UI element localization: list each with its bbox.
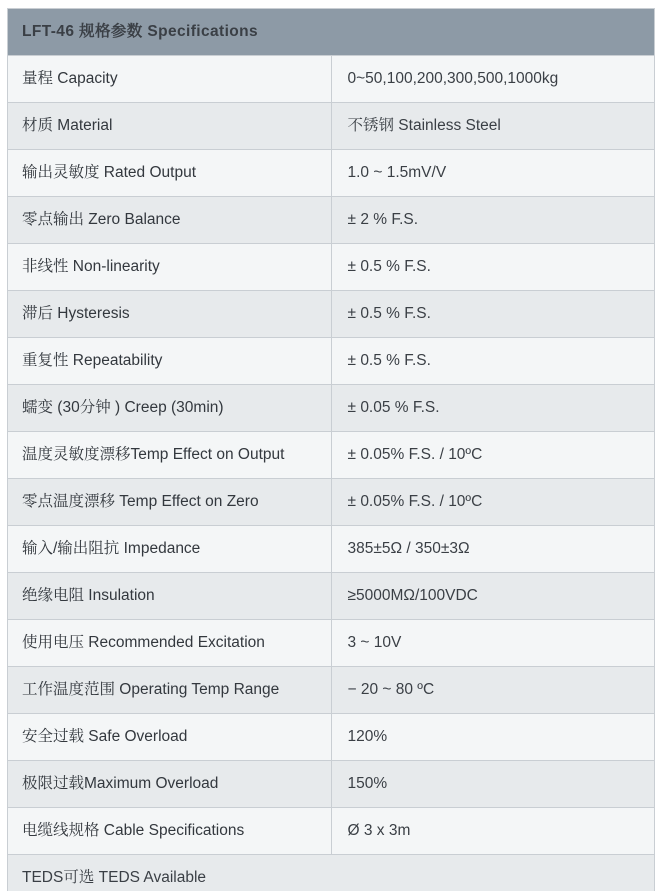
row-value xyxy=(331,714,655,761)
row-value-text: ± 0.5 % F.S. xyxy=(347,352,431,370)
table-row xyxy=(8,667,655,714)
row-value-text: 3 ~ 10V xyxy=(347,634,402,652)
row-label-text: 滞后 Hysteresis xyxy=(22,305,130,323)
row-value xyxy=(331,338,655,385)
row-value xyxy=(331,573,655,620)
row-label xyxy=(8,338,332,385)
row-label-text: 量程 Capacity xyxy=(22,70,118,88)
row-value xyxy=(331,620,655,667)
row-value xyxy=(331,479,655,526)
row-label xyxy=(8,761,332,808)
table-row xyxy=(8,244,655,291)
table-row xyxy=(8,761,655,808)
row-label-text: 电缆线规格 Cable Specifications xyxy=(22,822,245,840)
row-value xyxy=(331,197,655,244)
row-value xyxy=(331,667,655,714)
table-header-row xyxy=(8,9,655,56)
teds-availability-text: TEDS可选 TEDS Available xyxy=(22,869,207,887)
row-label xyxy=(8,385,332,432)
specifications-table xyxy=(7,8,655,891)
row-label-text: 极限过载Maximum Overload xyxy=(22,775,219,793)
row-value xyxy=(331,808,655,855)
row-value xyxy=(331,291,655,338)
row-label xyxy=(8,291,332,338)
row-value-text: 150% xyxy=(347,775,388,793)
table-row xyxy=(8,103,655,150)
row-label-text: 重复性 Repeatability xyxy=(22,352,163,370)
table-row xyxy=(8,338,655,385)
row-value xyxy=(331,432,655,479)
row-label xyxy=(8,479,332,526)
table-row xyxy=(8,291,655,338)
row-label-text: 温度灵敏度漂移Temp Effect on Output xyxy=(22,446,285,464)
row-value-text: Ø 3 x 3m xyxy=(347,822,411,840)
table-row xyxy=(8,526,655,573)
row-value-text: ± 0.05 % F.S. xyxy=(347,399,440,417)
page-title: LFT-46 规格参数 Specifications xyxy=(22,23,259,41)
row-label-text: 蠕变 (30分钟 ) Creep (30min) xyxy=(22,399,224,417)
row-label xyxy=(8,573,332,620)
row-value xyxy=(331,761,655,808)
row-label-text: 使用电压 Recommended Excitation xyxy=(22,634,265,652)
row-label xyxy=(8,667,332,714)
row-label-text: 零点输出 Zero Balance xyxy=(22,211,181,229)
table-row xyxy=(8,573,655,620)
row-label xyxy=(8,526,332,573)
row-label xyxy=(8,197,332,244)
row-label-text: 工作温度范围 Operating Temp Range xyxy=(22,681,280,699)
table-footer-row xyxy=(8,855,655,891)
row-value xyxy=(331,56,655,103)
table-row xyxy=(8,714,655,761)
table-row xyxy=(8,620,655,667)
row-value-text: − 20 ~ 80 ºC xyxy=(347,681,435,699)
row-label-text: 零点温度漂移 Temp Effect on Zero xyxy=(22,493,259,511)
row-value-text: 385±5Ω / 350±3Ω xyxy=(347,540,470,558)
row-value xyxy=(331,244,655,291)
row-value-text: ± 0.05% F.S. / 10ºC xyxy=(347,446,483,464)
table-row xyxy=(8,150,655,197)
table-row xyxy=(8,432,655,479)
row-value-text: 1.0 ~ 1.5mV/V xyxy=(347,164,447,182)
row-value xyxy=(331,526,655,573)
row-value-text: ± 2 % F.S. xyxy=(347,211,419,229)
row-label-text: 材质 Material xyxy=(22,117,113,135)
table-row xyxy=(8,385,655,432)
row-value xyxy=(331,103,655,150)
row-value-text: ± 0.5 % F.S. xyxy=(347,305,431,323)
row-value-text: 0~50,100,200,300,500,1000kg xyxy=(347,70,559,88)
row-value-text: ± 0.05% F.S. / 10ºC xyxy=(347,493,483,511)
row-value-text: 不锈钢 Stainless Steel xyxy=(347,117,501,135)
row-label xyxy=(8,103,332,150)
table-title-cell xyxy=(8,9,655,56)
row-label-text: 绝缘电阻 Insulation xyxy=(22,587,155,605)
teds-availability-cell xyxy=(8,855,655,891)
table-row xyxy=(8,808,655,855)
row-label-text: 安全过载 Safe Overload xyxy=(22,728,188,746)
row-label xyxy=(8,150,332,197)
row-value-text: ± 0.5 % F.S. xyxy=(347,258,431,276)
row-value-text: 120% xyxy=(347,728,388,746)
row-value xyxy=(331,385,655,432)
row-label xyxy=(8,56,332,103)
row-label-text: 输出灵敏度 Rated Output xyxy=(22,164,197,182)
row-label xyxy=(8,808,332,855)
row-label xyxy=(8,620,332,667)
table-row xyxy=(8,197,655,244)
table-row xyxy=(8,56,655,103)
row-value xyxy=(331,150,655,197)
row-label xyxy=(8,432,332,479)
row-label xyxy=(8,244,332,291)
row-value-text: ≥5000MΩ/100VDC xyxy=(347,587,478,605)
table-row xyxy=(8,479,655,526)
row-label-text: 输入/输出阻抗 Impedance xyxy=(22,540,201,558)
row-label-text: 非线性 Non-linearity xyxy=(22,258,160,276)
row-label xyxy=(8,714,332,761)
